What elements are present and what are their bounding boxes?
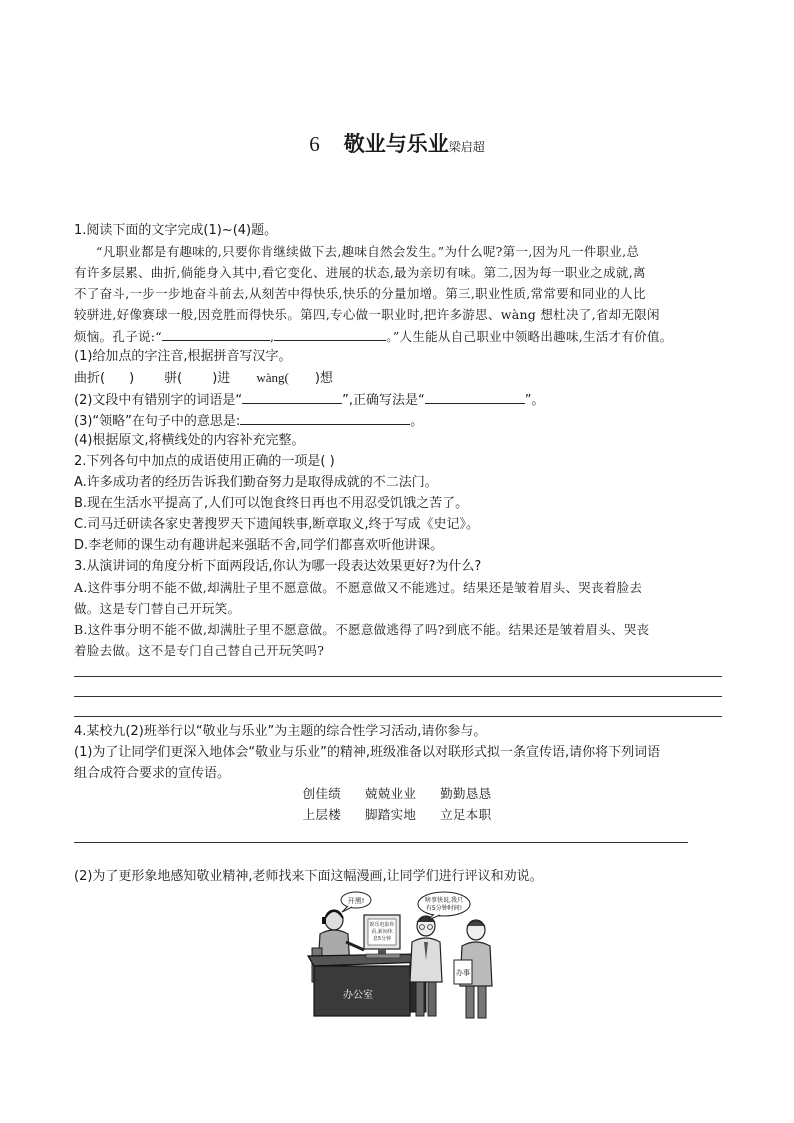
answer-line[interactable] [74, 676, 722, 677]
slogan-answer-line[interactable] [74, 842, 688, 843]
lesson-author: 梁启超 [448, 140, 485, 154]
screen-text: 息5分钟 [372, 936, 392, 942]
q1-pinyin-row [74, 368, 333, 389]
bubble-left-text: 开黑! [347, 897, 365, 905]
word-bank-item: 立足本职 [440, 807, 492, 822]
bubble-right-text: 啥事快说,我只 [425, 897, 463, 904]
q3-option-a-line-2: 做。这是专门替自己开玩笑。 [74, 601, 241, 616]
pinyin-item: wàng( [256, 370, 289, 385]
office-desk [308, 954, 426, 1016]
q1-passage-line-4: 较骈进,好像赛球一般,因竞胜而得快乐。第四,专心做一职业时,把许多游思、wàng 想杜决了,省却无限闲 [74, 307, 660, 322]
q1-passage-line-1: “凡职业都是有趣味的,只要你肯继续做下去,趣味自然会发生。”为什么呢?第一,因为凡一件职业,总 [96, 244, 640, 259]
word-bank-item: 上层楼 [302, 807, 341, 822]
q1-passage-line-5 [74, 326, 673, 347]
correct-word-blank[interactable] [425, 389, 525, 404]
q2-option-c[interactable]: C.司马迁研读各家史著搜罗天下遗闻轶事,断章取义,终于写成《史记》。 [74, 517, 479, 532]
q4-sub1-line-2: 组合成符合要求的宣传语。 [74, 766, 231, 781]
folder-label: 办事 [456, 969, 470, 977]
pinyin-item: ) [129, 371, 135, 386]
q4-stem: 4.某校九(2)班举行以“敬业与乐业”为主题的综合性学习活动,请你参与。 [74, 724, 487, 739]
q1-sub2-text: ”,正确写法是“ [342, 393, 425, 408]
q3-option-a-line-1: A.这件事分明不能不做,却满肚子里不愿意做。不愿意做又不能逃过。结果还是皱着眉头、哭丧着脸去 [74, 580, 643, 595]
q2-option-a[interactable]: A.许多成功者的经历告诉我们勤奋努力是取得成就的不二法门。 [74, 475, 438, 490]
q1-sub1: (1)给加点的字注音,根据拼音写汉字。 [74, 349, 292, 364]
word-bank-item: 创佳绩 [302, 786, 341, 801]
passage-text: 。”人生能从自己职业中领略出趣味,生活才有价值。 [386, 329, 673, 344]
pinyin-item: 曲折( [74, 371, 106, 386]
screen-text: 娱乐电影你 [369, 922, 395, 928]
lesson-number: 6 [309, 132, 320, 156]
word-bank-item: 脚踏实地 [365, 807, 417, 822]
q1-stem: 1.阅读下面的文字完成(1)~(4)题。 [74, 223, 278, 238]
q1-sub3 [74, 410, 423, 432]
quote-blank-2[interactable] [274, 326, 386, 341]
q1-passage-line-2: 有许多层累、曲折,倘能身入其中,看它变化、进展的状态,最为亲切有味。第二,因为每一职业之成就,离 [74, 265, 646, 280]
speech-bubble-left [341, 892, 371, 912]
q1-sub2 [74, 389, 545, 411]
staff-figure [454, 920, 492, 1018]
q2-option-d[interactable]: D.李老师的课生动有趣讲起来强聒不舍,同学们都喜欢听他讲课。 [74, 538, 444, 553]
q3-stem: 3.从演讲词的角度分析下面两段话,你认为哪一段表达效果更好?为什么? [74, 559, 482, 574]
passage-text: , [270, 329, 275, 344]
quote-blank-1[interactable] [162, 326, 270, 341]
q4-sub1-line-1: (1)为了让同学们更深入地体会“敬业与乐业”的精神,班级准备以对联形式拟一条宣传语,请你将下列词语 [74, 745, 661, 760]
passage-text: 烦恼。孔子说:“ [74, 329, 163, 344]
desk-label: 办公室 [343, 990, 373, 1001]
page-title [0, 128, 794, 158]
pinyin-item: )想 [314, 371, 333, 386]
office-cartoon [306, 890, 502, 1022]
word-bank-row-2 [0, 805, 794, 825]
q3-option-b-line-1: B.这件事分明不能不做,却满肚子里不愿意做。不愿意做逃得了吗?到底不能。结果还是皱着眉头、哭丧 [74, 622, 650, 637]
word-bank-row-1 [0, 784, 794, 804]
q1-sub4: (4)根据原文,将横线处的内容补充完整。 [74, 433, 305, 448]
pinyin-item: )进 [212, 371, 231, 386]
keyboard [366, 954, 400, 958]
q1-sub2-text: ”。 [524, 393, 545, 408]
screen-text: 看,新间休 [371, 929, 393, 935]
wrong-word-blank[interactable] [242, 389, 342, 404]
bubble-right-text: 有5分钟时间! [425, 905, 463, 912]
q1-sub2-text: (2)文段中有错别字的词语是“ [74, 393, 243, 408]
q2-option-b[interactable]: B.现在生活水平提高了,人们可以饱食终日再也不用忍受饥饿之苦了。 [74, 496, 469, 511]
answer-line[interactable] [74, 716, 722, 717]
pinyin-item: 骈( [164, 371, 183, 386]
q1-sub3-text: (3)“领略”在句子中的意思是: [74, 414, 241, 429]
word-bank-item: 兢兢业业 [365, 786, 417, 801]
q2-stem: 2.下列各句中加点的成语使用正确的一项是( ) [74, 454, 335, 469]
meaning-blank[interactable] [240, 410, 410, 425]
q1-passage-line-3: 不了奋斗,一步一步地奋斗前去,从刻苦中得快乐,快乐的分量加增。第三,职业性质,常常要和同业的人比 [74, 286, 646, 301]
answer-line[interactable] [74, 696, 722, 697]
q4-sub2: (2)为了更形象地感知敬业精神,老师找来下面这幅漫画,让同学们进行评议和劝说。 [74, 869, 543, 884]
word-bank-item: 勤勤恳恳 [440, 786, 492, 801]
computer-monitor [364, 915, 400, 954]
q3-option-b-line-2: 着脸去做。这不是专门自己替自己开玩笑吗? [74, 643, 325, 658]
q1-sub3-text: 。 [410, 414, 424, 429]
lesson-title: 敬业与乐业 [343, 132, 449, 156]
